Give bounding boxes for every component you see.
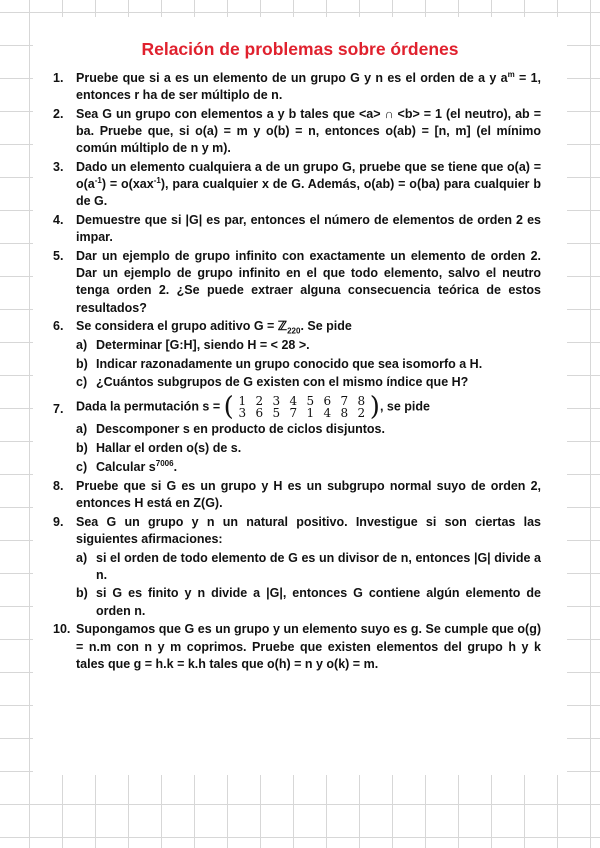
problem-3: 3. Dado un elemento cualquiera a de un grupo G, pruebe que se tiene que $o(a) = o(a^{-1}) = o(xax^{-1})$, para cualquier x de G. Además, o(ab) = o(ba) para cualquier b de G.	[53, 160, 542, 209]
subitem: b) si G es finito y n divide a |G|, entonces G contiene algún elemento de orden n.	[76, 586, 541, 618]
problem-2: 2. Sea G un grupo con elementos a y b tales que <a> ∩ <b> = 1 (el neutro), ab = ba. Pruebe que, si o(a) = m y o(b) = n, entonces o(ab) = [n, m] (el mínimo común múltiplo de n y m).	[53, 106, 541, 156]
problem-4: 4. Demuestre que si |G| es par, entonces el número de elementos de orden 2 es impar.	[53, 213, 541, 245]
subitem: a) Descomponer s en producto de ciclos disjuntos.	[76, 422, 385, 437]
document-page	[33, 17, 567, 775]
subitem: b) Indicar razonadamente un grupo conocido que sea isomorfo a H.	[76, 356, 483, 371]
problem-9: 9. Sea G un grupo y n un natural positivo. Investigue si son ciertas las siguientes afirmaciones: a) si el orden de todo elemento de G es un divisor de n, entonces |G| divide a n. b) si G es finito y n divide a |G|, entonces G contiene algún elemento de orden n.	[53, 514, 541, 620]
document-title: Relación de problemas sobre órdenes	[141, 39, 459, 59]
subitem: c) ¿Cuántos subgrupos de G existen con el mismo índice que H?	[76, 375, 469, 390]
problem-6: 6. Se considera el grupo aditivo G = ℤ$_{220}$. Se pide a) Determinar [G:H], siendo H = < 28 >. b) Indicar razonadamente un grupo conocido que sea isomorfo a H. c) ¿Cuántos subgrupos de G existen con el mismo índice que H?	[53, 318, 541, 391]
problem-8: 8. Pruebe que si G es un grupo y H es un subgrupo normal suyo de orden 2, entonces H está en Z(G).	[53, 478, 541, 510]
subitem: b) Hallar el orden o(s) de s.	[76, 440, 242, 455]
problem-10: 10. Supongamos que G es un grupo y un elemento suyo es g. Se cumple que o(g) = n.m con n y m coprimos. Pruebe que existen elementos del grupo h y k tales que g = h.k = k.h tales que o(h) = n y o(k) = m.	[53, 622, 541, 671]
problem-1: 1. Pruebe que si a es un elemento de un grupo G y n es el orden de a y $a^m = 1$, entonces r ha de ser múltiplo de n.	[53, 69, 542, 103]
permutation-top-row: 1 2 3 4 5 6 7 8	[238, 393, 366, 408]
problem-list	[53, 70, 541, 675]
problem-5: 5. Dar un ejemplo de grupo infinito con exactamente un elemento de orden 2. Dar un ejemplo de grupo infinito en el que todo elemento, salvo el neutro tenga orden 2. ¿Se puede extraer alguna consecuencia teórica de estos resultados?	[53, 249, 541, 315]
problem-7: 7. Dada la permutación s = ( 1 2 3 4 5 6 7 8 3 6 5 7 1 4 8 2 ) , se pide a) Descomponer s en producto de ciclos disjuntos. b) Hallar el orden o(s) de s. c) Calcular $s^{7006}$.	[53, 394, 541, 476]
subitem: a) Determinar [G:H], siendo H = < 28 >.	[76, 338, 310, 353]
subitem: a) si el orden de todo elemento de G es un divisor de n, entonces |G| divide a n.	[76, 550, 541, 582]
subitem: c) Calcular $s^{7006}$.	[76, 458, 178, 474]
permutation-bottom-row: 3 6 5 7 1 4 8 2	[238, 405, 366, 420]
permutation-matrix: ( 1 2 3 4 5 6 7 8 3 6 5 7 1 4 8 2 )	[223, 391, 380, 422]
